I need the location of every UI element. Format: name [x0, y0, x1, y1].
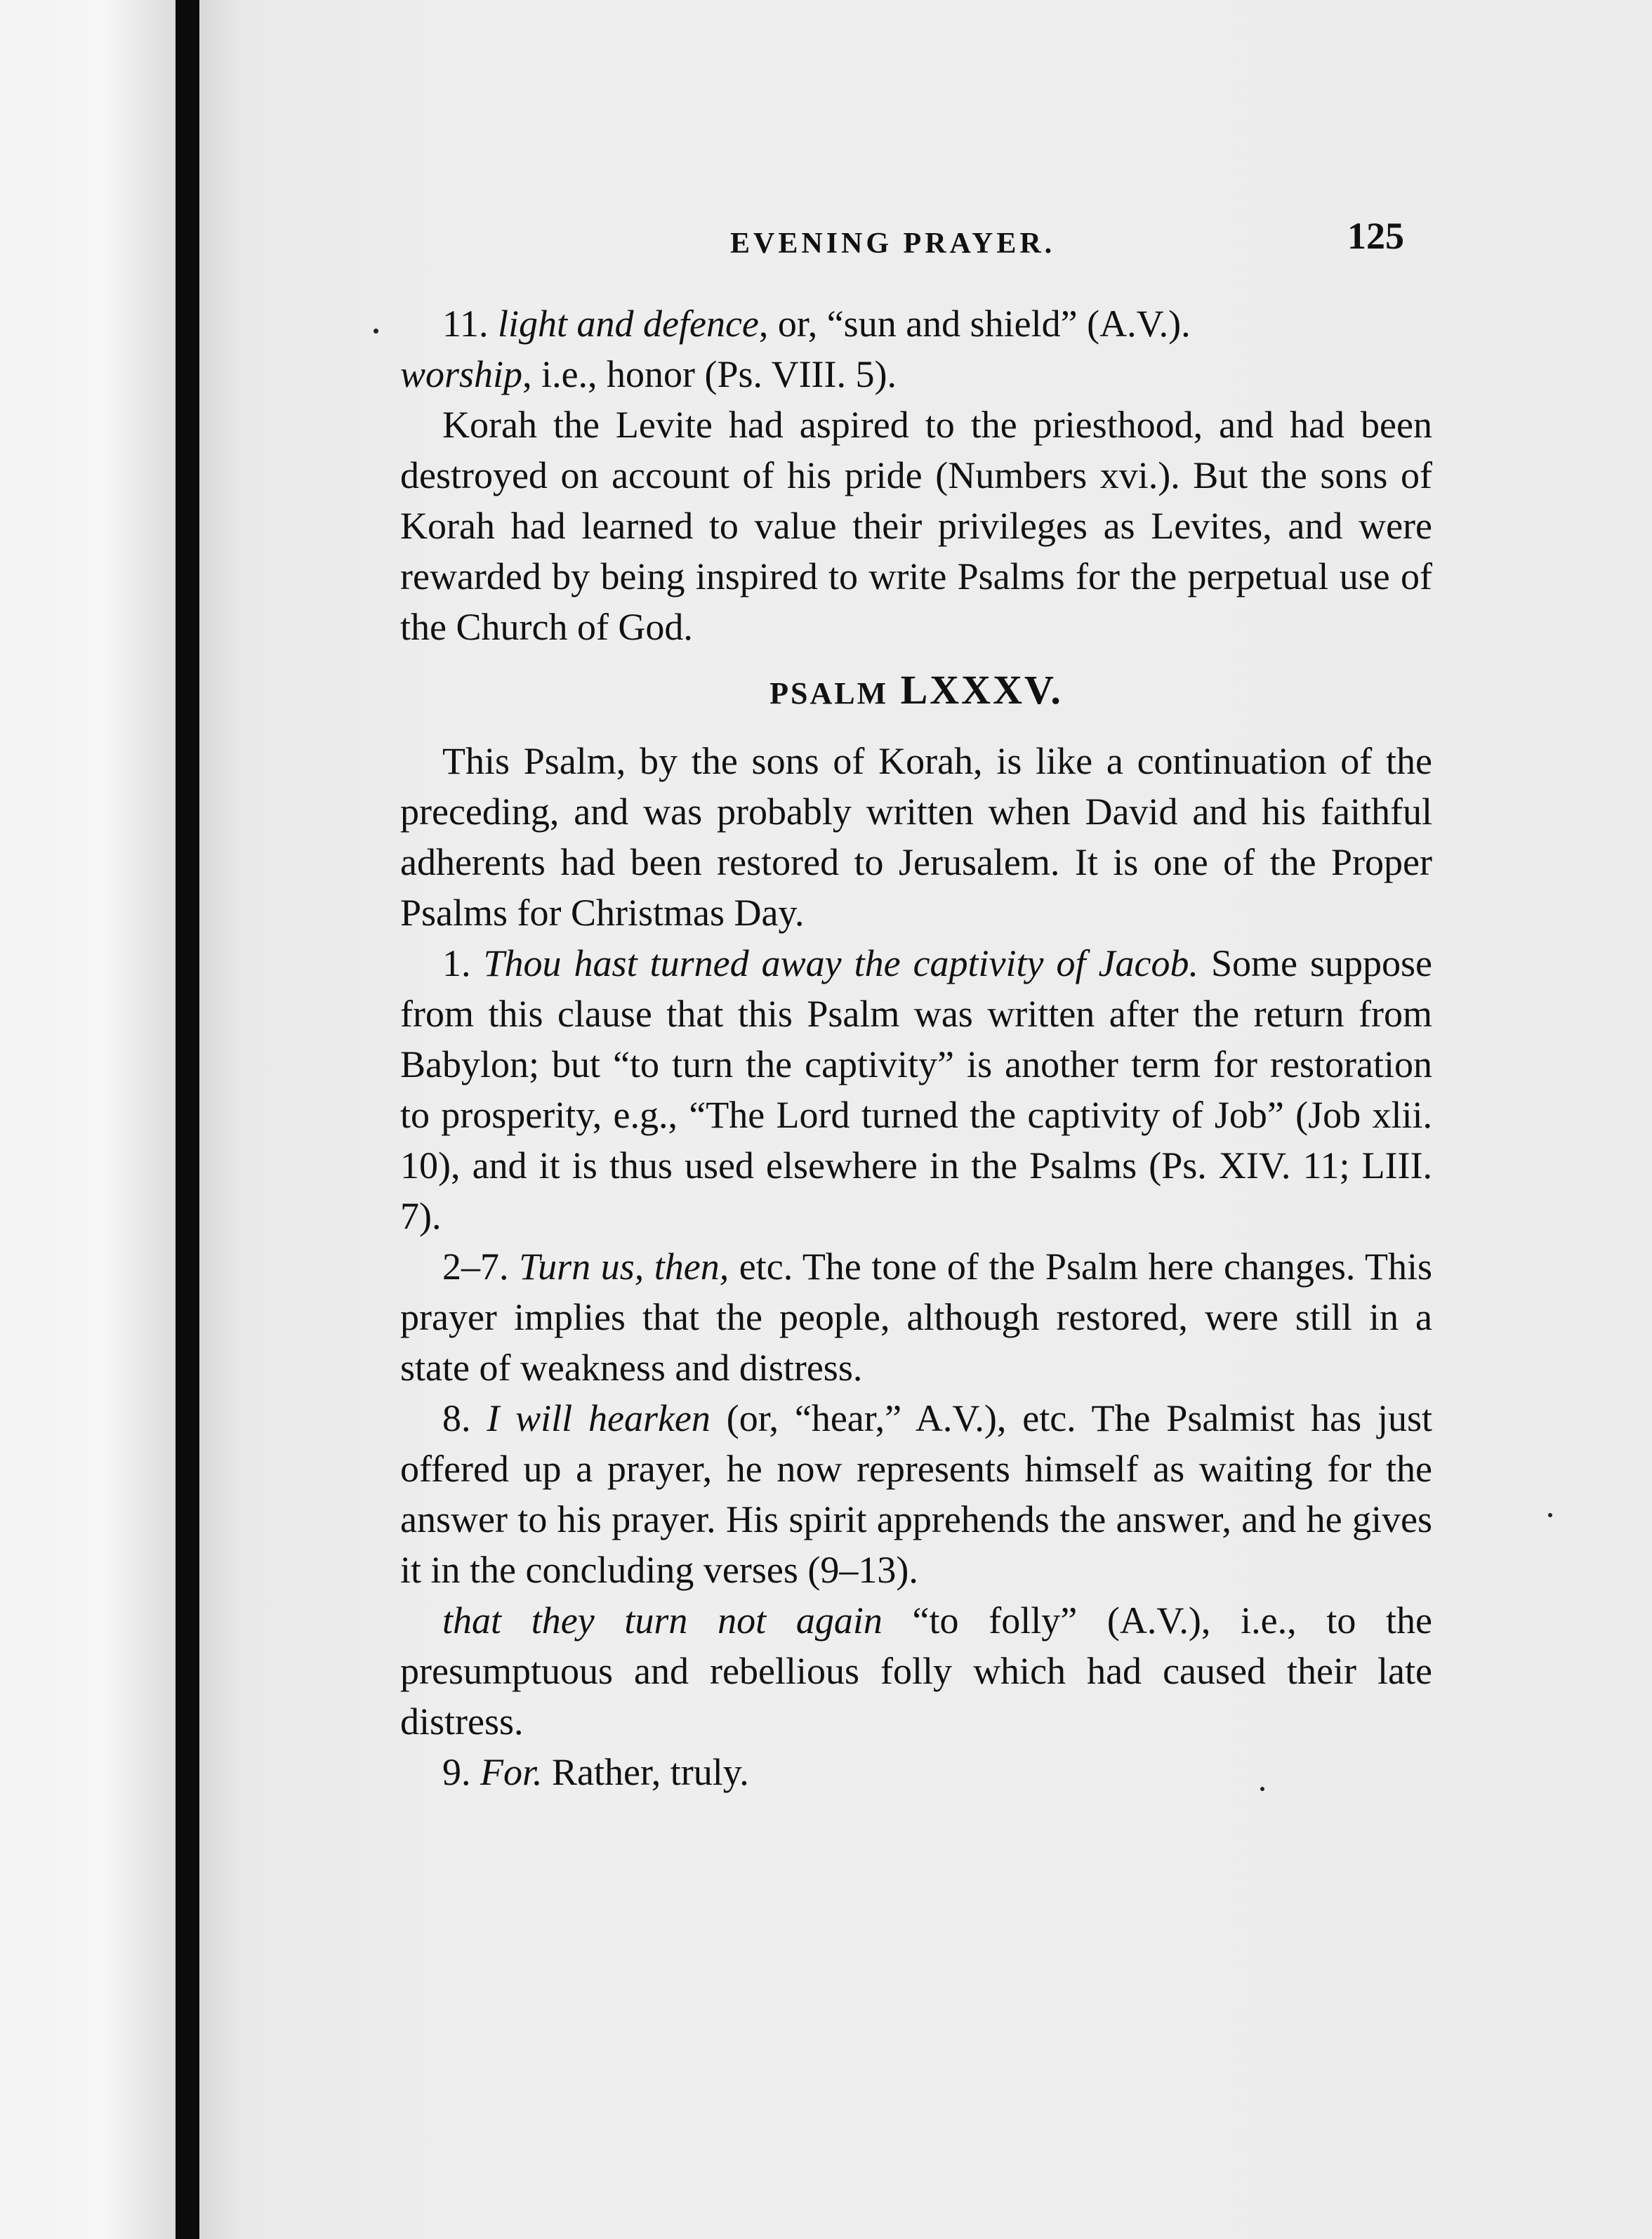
book-gutter	[176, 0, 199, 2239]
scan-speck	[1260, 1787, 1264, 1791]
note-label: 9.	[442, 1751, 480, 1793]
running-head: EVENING PRAYER.	[730, 227, 1056, 260]
note-text: (or, “hear,” A.V.), etc. The Psalmist has just offered up a prayer, he now represents himself as waiting for the answer to his prayer. His spirit apprehends the answer, and he gives it in the concluding verses (9–13).	[400, 1397, 1432, 1591]
psalm-intro: This Psalm, by the sons of Korah, is like a continuation of the preceding, and was probably written when David and his faithful adherents had been restored to Jerusalem. It is one of the Proper Psalms for Christmas Day.	[400, 740, 1432, 934]
note-lead: Thou hast turned away the captivity of Jacob.	[483, 942, 1198, 984]
note-text: , or, “sun and shield” (A.V.).	[758, 303, 1191, 345]
note-lead: For.	[480, 1751, 543, 1793]
note-9	[400, 1747, 1432, 1797]
psalm-heading	[400, 665, 1432, 719]
note-text: Some suppose from this clause that this Psalm was written after the return from Babylon; but “to turn the captivity” is another term for restoration to prosperity, e.g., “The Lord turned the captivity of Job” (Job xlii. 10), and it is thus used elsewhere in the Psalms (Ps. XIV. 11; LIII. 7).	[400, 942, 1432, 1237]
note-lead: I will hearken	[487, 1397, 711, 1439]
note-label: 11.	[442, 303, 498, 345]
psalm-heading-numeral: LXXXV.	[900, 667, 1063, 713]
note-lead: Turn us, then,	[519, 1246, 729, 1288]
note-text: “to folly” (A.V.), i.e., to the presumptuous and rebellious folly which had caused their late distress.	[400, 1599, 1433, 1743]
note-label: 8.	[442, 1397, 487, 1439]
note-text: etc. The tone of the Psalm here changes. This prayer implies that the people, although restored, were still in a state of weakness and distress.	[400, 1246, 1432, 1389]
note-label: 2–7.	[442, 1246, 520, 1288]
note-2-7	[400, 1241, 1432, 1393]
note-text: Rather, truly.	[542, 1751, 749, 1793]
note-lead: worship	[400, 353, 523, 395]
page-number: 125	[1347, 215, 1404, 257]
left-page-edge	[0, 0, 176, 2239]
page-header	[730, 214, 1404, 263]
note-11	[400, 298, 1432, 349]
psalm-heading-label: PSALM	[769, 676, 889, 711]
note-text: , i.e., honor (Ps. VIII. 5).	[522, 353, 897, 395]
note-lead: that they turn not again	[442, 1599, 883, 1642]
note-lead: light and defence	[498, 303, 759, 345]
page-body	[400, 298, 1432, 1797]
note-1	[400, 938, 1432, 1241]
note-korah: Korah the Levite had aspired to the priesthood, and had been destroyed on account of his pride (Numbers xvi.). But the sons of Korah had learned to value their privileges as Levites, and were rewarded by being inspired to write Psalms for the perpetual use of the Church of God.	[400, 404, 1432, 648]
note-8	[400, 1393, 1432, 1595]
scan-speck	[374, 329, 378, 333]
note-worship	[400, 349, 1432, 399]
note-folly	[400, 1595, 1432, 1747]
note-label: 1.	[442, 942, 484, 984]
scan-speck	[1548, 1513, 1552, 1517]
